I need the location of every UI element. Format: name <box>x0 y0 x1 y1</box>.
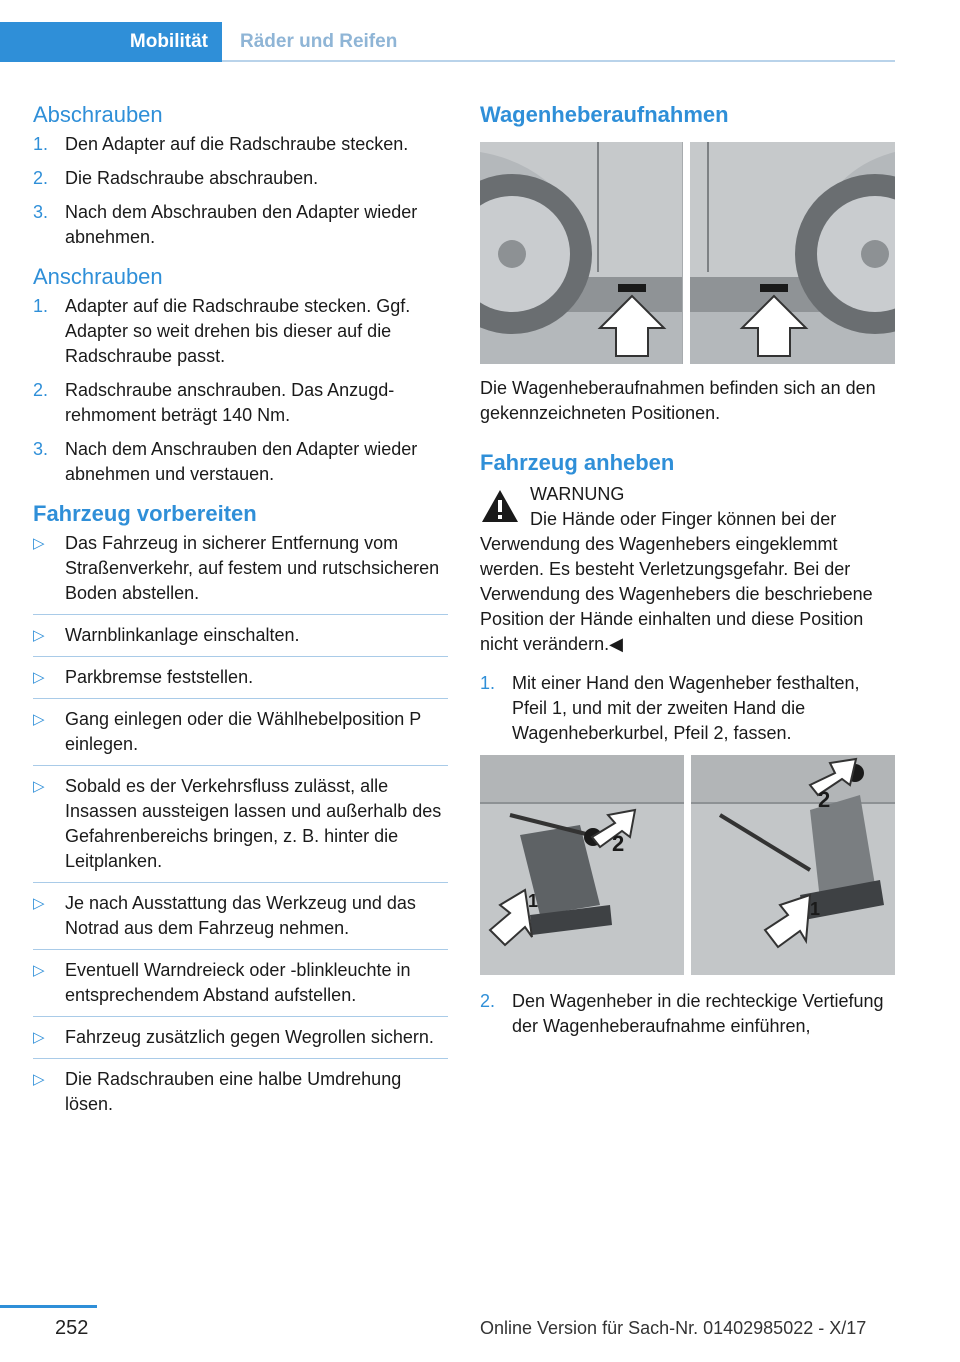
footer-accent-bar <box>0 1305 97 1308</box>
arrow-label-2-left: 2 <box>612 831 625 856</box>
arrow-label-1-left: 1 <box>528 891 539 911</box>
list-item: 3. Nach dem Anschrauben den Adapter wieder abnehmen und verstauen. <box>33 439 418 484</box>
list-item: 2. Den Wagenheber in die rechteckige Vertiefung der Wagenheberaufnahme einführen, <box>480 991 884 1036</box>
list-item: 1. Mit einer Hand den Wagenheber festhalten, Pfeil 1, und mit der zweiten Hand die Wagenheberkurbel, Pfeil 2, fassen. <box>480 673 860 743</box>
list-item: ▷ Eventuell Warndreieck oder -blinkleuchte in entsprechendem Abstand aufstellen. <box>33 958 448 1017</box>
list-item: ▷ Gang einlegen oder die Wählhebelposition P einlegen. <box>33 707 448 766</box>
right-column <box>480 100 895 1051</box>
list-item: 1. Adapter auf die Radschraube stecken. Ggf. Adapter so weit drehen bis dieser auf die Radschraube passt. <box>33 296 411 366</box>
page-header <box>0 22 895 62</box>
warning-triangle-icon <box>480 488 520 524</box>
list-item: ▷ Je nach Ausstattung das Werkzeug und das Notrad aus dem Fahrzeug nehmen. <box>33 891 448 950</box>
list-item: ▷ Warnblinkanlage einschalten. <box>33 623 448 657</box>
section-tab-raeder-reifen[interactable]: Räder und Reifen <box>240 31 398 52</box>
caption-aufnahmen: Die Wagenheberaufnahmen befinden sich an den gekennzeichneten Positionen. <box>480 378 876 423</box>
list-item: 1. Den Adapter auf die Radschraube stecken. <box>33 134 409 154</box>
heading-abschrauben: Abschrauben <box>33 102 163 127</box>
list-item: 2. Radschraube anschrauben. Das Anzugdrehmoment beträgt 140 Nm. <box>33 380 395 425</box>
footer-version-text: Online Version für Sach-Nr. 01402985022 - X/17 <box>480 1318 867 1338</box>
arrow-label-2-right: 2 <box>818 787 831 812</box>
section-tab-mobilitaet[interactable]: Mobilität <box>0 22 222 62</box>
header-divider <box>222 60 895 62</box>
heading-wagenheberaufnahmen: Wagenheberaufnahmen <box>480 102 729 127</box>
warning-label: WARNUNG <box>530 484 625 504</box>
left-column <box>33 100 448 1137</box>
arrow-label-1-right: 1 <box>810 899 821 919</box>
list-anheben-2 <box>480 989 895 1039</box>
list-item: 3. Nach dem Abschrauben den Adapter wieder abnehmen. <box>33 202 418 247</box>
jack-points-illustration <box>480 142 895 364</box>
list-item: 2. Die Radschraube abschrauben. <box>33 168 319 188</box>
warning-box <box>480 482 895 657</box>
figure-jack-points <box>480 142 895 364</box>
list-abschrauben <box>33 132 448 250</box>
list-item: ▷ Sobald es der Verkehrsfluss zulässt, alle Insassen aussteigen lassen und außerhalb des Gefahrenbereichs bringen, z. B. hinter die Leitplanken. <box>33 774 448 883</box>
list-anheben-1 <box>480 671 895 746</box>
page-number: 252 <box>55 1317 89 1339</box>
list-item: ▷ Parkbremse feststellen. <box>33 665 448 699</box>
list-item: ▷ Das Fahrzeug in sicherer Entfernung vom Straßenverkehr, auf festem und rutschsicheren Boden abstellen. <box>33 531 448 615</box>
warning-text: Die Hände oder Finger können bei der Verwendung des Wagenhebers eingeklemmt werden. Es besteht Verletzungsgefahr. Bei der Verwendung des Wagenhebers die beschriebene Position der Hände einhalten und diese Position nicht verändern.◀ <box>480 509 873 654</box>
heading-fahrzeug-anheben: Fahrzeug anheben <box>480 450 675 475</box>
heading-anschrauben: Anschrauben <box>33 264 163 289</box>
heading-fahrzeug-vorbereiten: Fahrzeug vorbereiten <box>33 501 257 526</box>
list-item: ▷ Fahrzeug zusätzlich gegen Wegrollen sichern. <box>33 1025 448 1059</box>
list-vorbereiten <box>33 531 448 1125</box>
list-anschrauben <box>33 294 448 487</box>
figure-jack-handling <box>480 755 895 975</box>
jack-handling-illustration <box>480 755 895 975</box>
list-item: ▷ Die Radschrauben eine halbe Umdrehung lösen. <box>33 1069 402 1114</box>
